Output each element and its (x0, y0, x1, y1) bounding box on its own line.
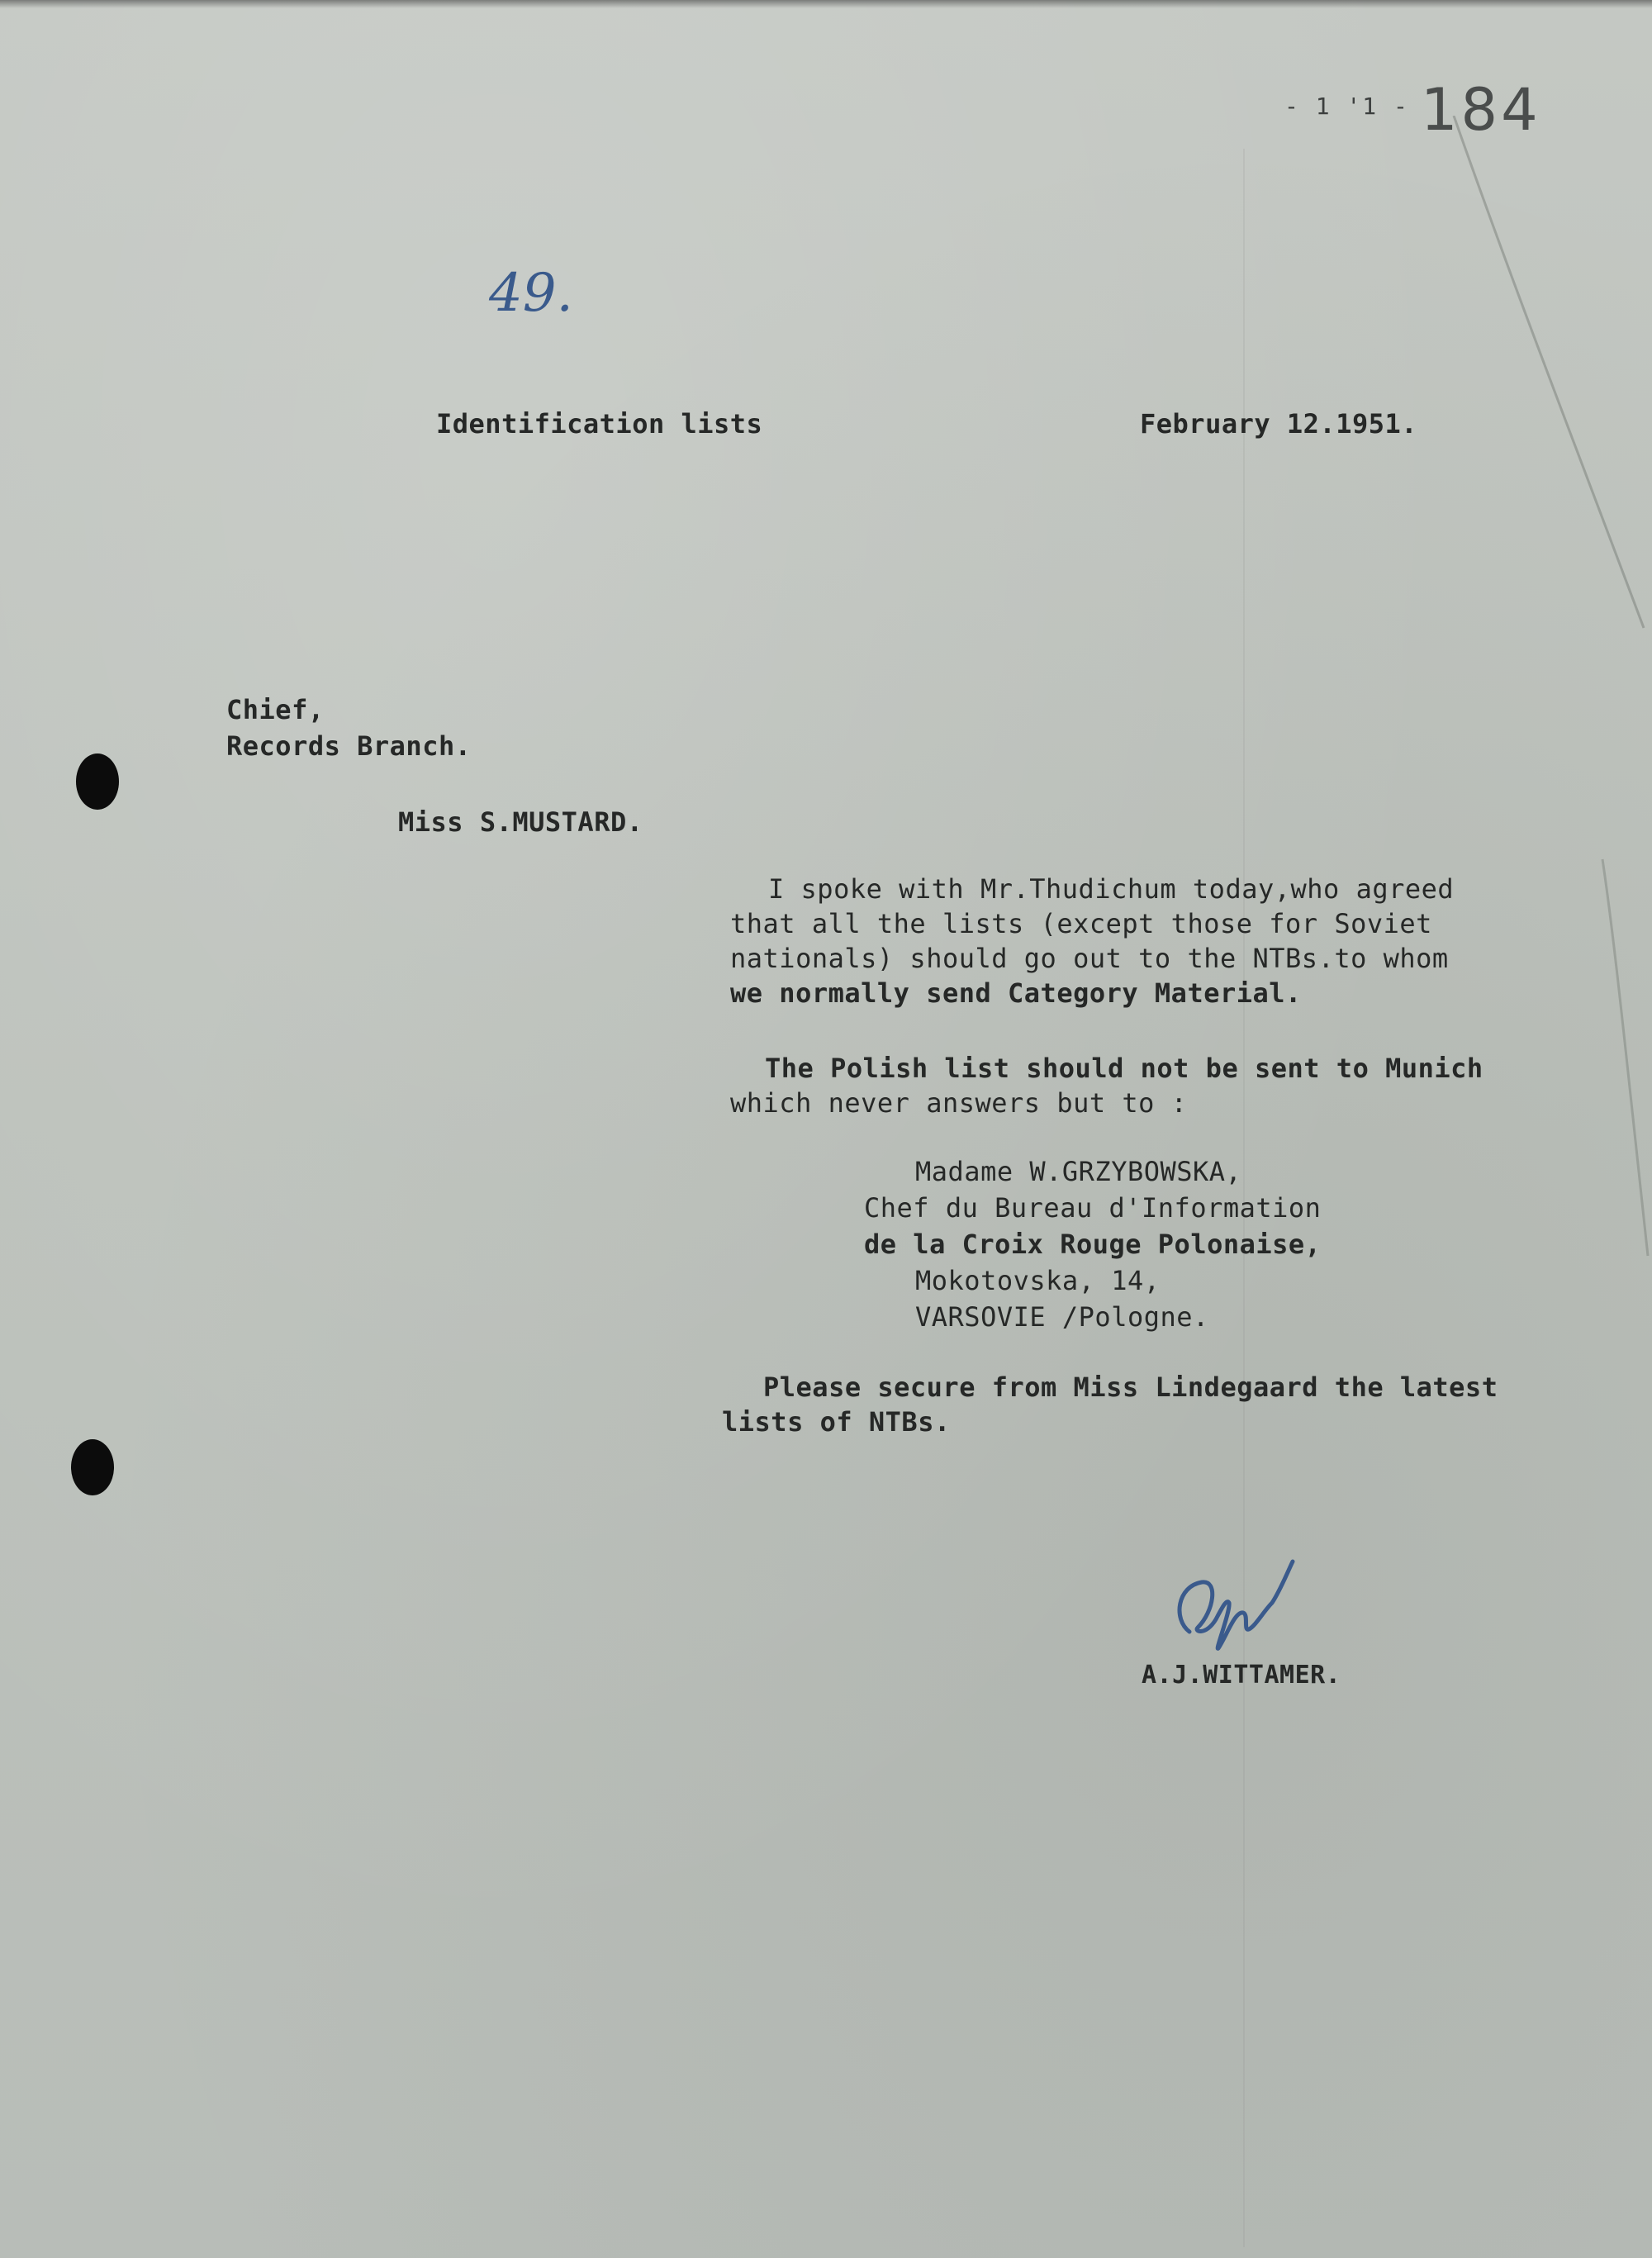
address-line: Madame W.GRZYBOWSKA, (915, 1156, 1242, 1187)
paragraph-1-line: nationals) should go out to the NTBs.to whom (730, 943, 1449, 974)
date-line: February 12.1951. (1140, 408, 1418, 440)
handwritten-number: 49. (489, 263, 573, 324)
scan-top-shadow (0, 0, 1652, 8)
punch-hole-upper (76, 753, 119, 810)
paragraph-3-line: lists of NTBs. (722, 1406, 951, 1438)
paragraph-2-line: which never answers but to : (730, 1087, 1188, 1119)
recipient-line-2: Records Branch. (226, 730, 472, 762)
paragraph-2-line: The Polish list should not be sent to Munich (765, 1053, 1483, 1084)
signature-initials-icon (1156, 1553, 1305, 1661)
right-edge-crease (1437, 116, 1652, 1272)
paragraph-1-line: that all the lists (except those for Soviet (730, 908, 1432, 939)
attention-line: Miss S.MUSTARD. (398, 806, 643, 838)
address-line: Mokotovska, 14, (915, 1265, 1161, 1296)
crease-line-lower (1602, 859, 1648, 1256)
paragraph-1-line: we normally send Category Material. (730, 977, 1302, 1009)
address-line: de la Croix Rouge Polonaise, (864, 1229, 1322, 1260)
address-line: Chef du Bureau d'Information (864, 1192, 1322, 1224)
address-line: VARSOVIE /Pologne. (915, 1301, 1209, 1333)
paragraph-1-line: I spoke with Mr.Thudichum today,who agreed (768, 873, 1455, 905)
page-number: 184 (1421, 76, 1541, 144)
crease-line-upper (1454, 116, 1644, 628)
punch-hole-lower (71, 1439, 114, 1495)
signatory-name: A.J.WITTAMER. (1142, 1661, 1341, 1690)
recipient-line-1: Chief, (226, 694, 325, 725)
subject-line: Identification lists (436, 408, 763, 440)
file-mark: - 1 '1 - (1284, 93, 1409, 120)
paragraph-3-line: Please secure from Miss Lindegaard the latest (763, 1371, 1498, 1403)
